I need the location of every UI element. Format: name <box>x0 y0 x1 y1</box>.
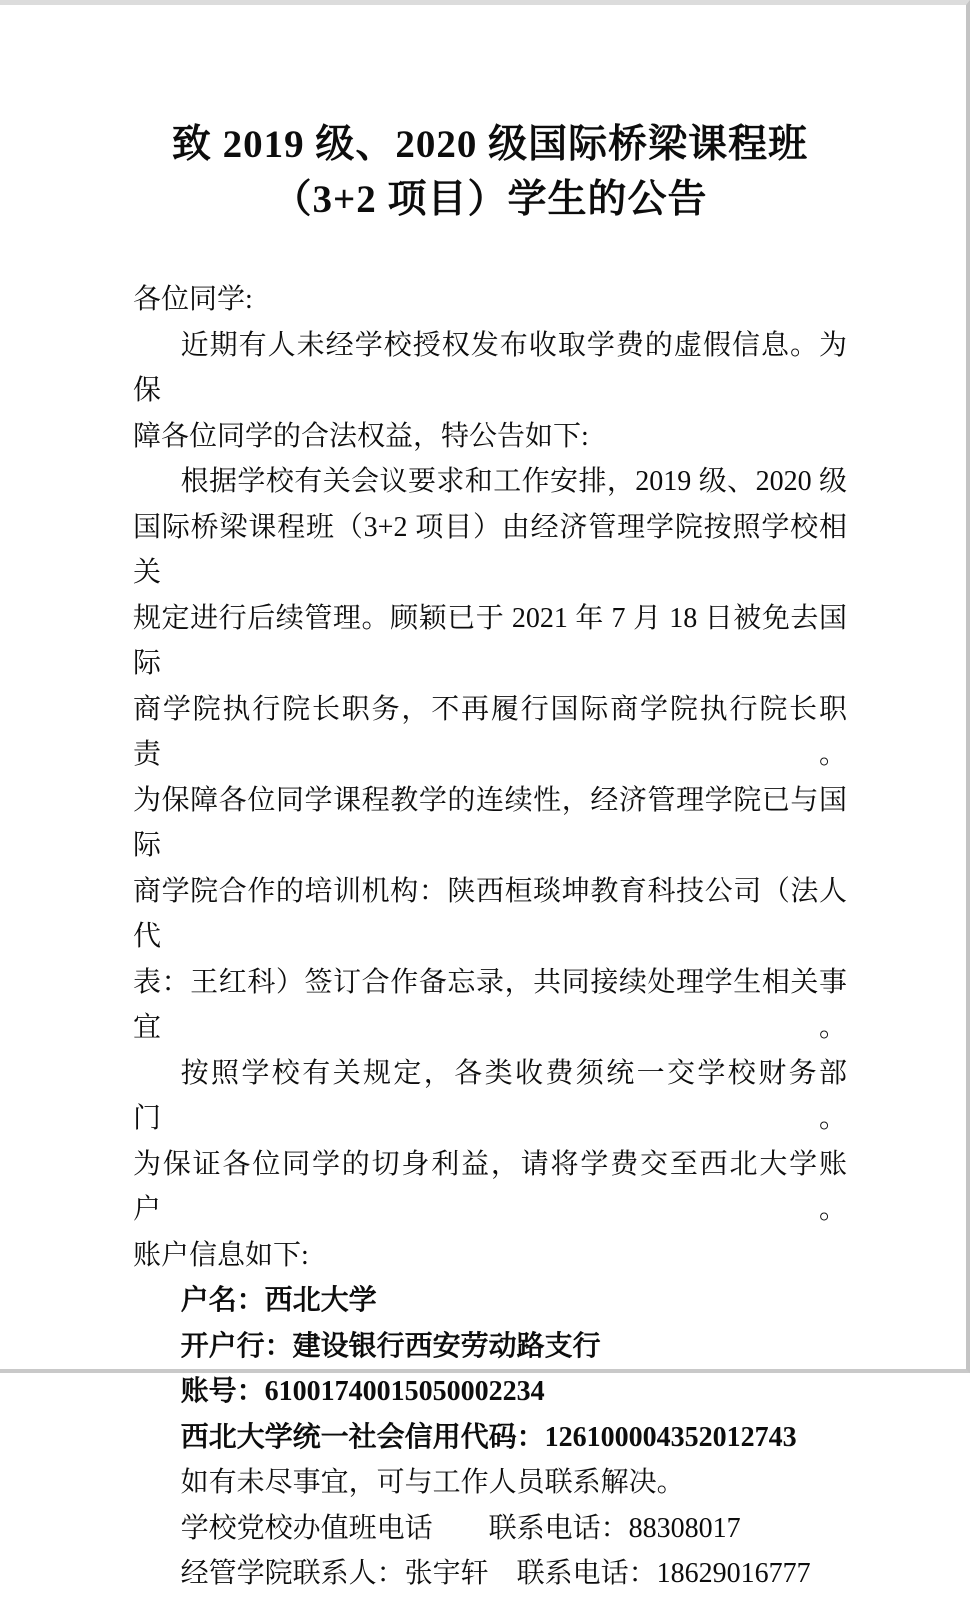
body-line: 商学院执行院长职务，不再履行国际商学院执行院长职责。 <box>133 693 847 770</box>
contact-person-line: 经管学院联系人：张宇轩 联系电话：18629016777 <box>180 1558 811 1589</box>
account-holder-line: 户名：西北大学 <box>180 1285 377 1316</box>
credit-code-line: 西北大学统一社会信用代码：126100004352012743 <box>180 1421 797 1453</box>
account-info-intro-line: 账户信息如下: <box>133 1239 309 1271</box>
body-line: 国际桥梁课程班（3+2 项目）由经济管理学院按照学校相关 <box>133 511 847 588</box>
body-line: 为保证各位同学的切身利益，请将学费交至西北大学账户。 <box>133 1148 847 1225</box>
body-line: 为保障各位同学课程教学的连续性，经济管理学院已与国际 <box>133 784 847 861</box>
title-line-1: 致 2019 级、2020 级国际桥梁课程班 <box>171 123 809 166</box>
office-phone-line: 学校党校办值班电话 联系电话：88308017 <box>180 1512 741 1544</box>
body-line: 规定进行后续管理。顾颖已于 2021 年 7 月 18 日被免去国际 <box>133 602 847 679</box>
body-line: 障各位同学的合法权益，特公告如下: <box>133 420 589 452</box>
announcement-title <box>133 117 847 227</box>
body-line: 近期有人未经学校授权发布收取学费的虚假信息。为保 <box>133 329 847 406</box>
salutation-line: 各位同学: <box>133 284 253 315</box>
body-line: 表：王红科）签订合作备忘录，共同接续处理学生相关事宜。 <box>133 966 847 1043</box>
announcement-body <box>133 277 847 1597</box>
account-number-line: 账号：61001740015050002234 <box>180 1376 545 1407</box>
bank-branch-line: 开户行：建设银行西安劳动路支行 <box>180 1330 601 1362</box>
body-line: 按照学校有关规定，各类收费须统一交学校财务部门。 <box>133 1057 847 1134</box>
body-line: 商学院合作的培训机构：陕西桓琰坤教育科技公司（法人代 <box>133 875 847 952</box>
closing-note-line: 如有未尽事宜，可与工作人员联系解决。 <box>180 1467 685 1498</box>
body-line: 根据学校有关会议要求和工作安排，2019 级、2020 级 <box>180 466 847 497</box>
title-line-2: （3+2 项目）学生的公告 <box>272 178 708 221</box>
document-content <box>133 117 847 1597</box>
